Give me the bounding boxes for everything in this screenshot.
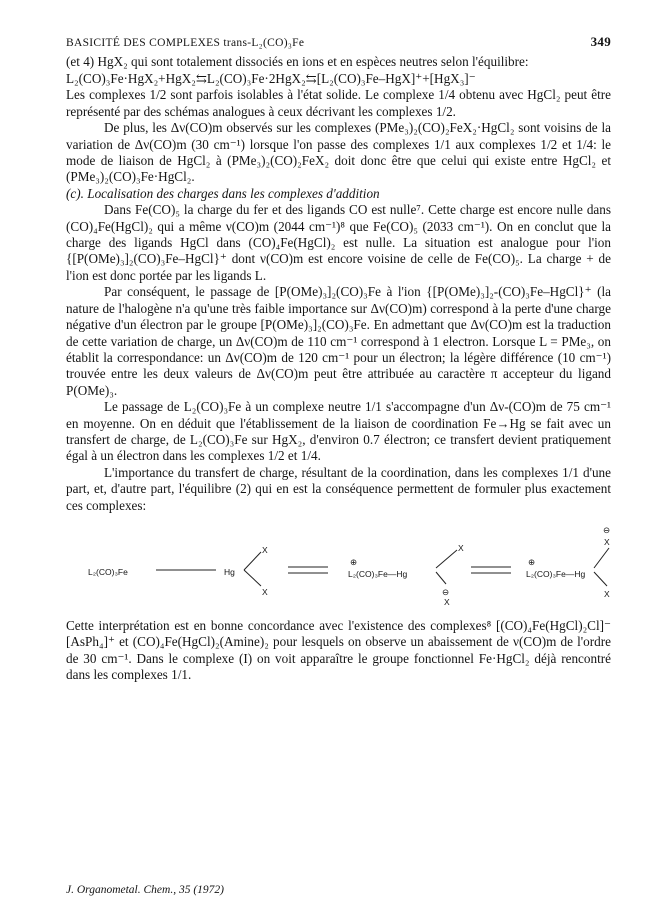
hg-x-bond-top-3	[594, 548, 609, 568]
paragraph-2: Les complexes 1/2 sont parfois isolables à l'état solide. Le complexe 1/4 obtenu avec HgCl₂ peut être représenté par des schémas analogues à ceux décrivant les complexes 1/2.	[66, 87, 611, 119]
paragraph-6: Le passage de L₂(CO)₃Fe à un complexe neutre 1/1 s'accompagne d'un Δν-(CO)m de 75 cm⁻¹ en moyenne. On en déduit que l'établissement de la liaison de coordination Fe→Hg se fait avec un transfert de charge, de L₂(CO)₃Fe sur HgX₂, d'environ 0.7 électron; ce transfert devient pratiquement égal à un électron dans les complexes 1/2 et 1/4.	[66, 399, 611, 464]
paragraph-1: (et 4) HgX₂ qui sont totalement dissociés en ions et en espèces neutres selon l'équilibre:	[66, 54, 529, 69]
hg-label: Hg	[224, 566, 235, 577]
x-label-bottom: X	[262, 586, 268, 597]
equilibrium-equation: L₂(CO)₃Fe·HgX₂+HgX₂⇆L₂(CO)₃Fe·2HgX₂⇆[L₂(CO)₃Fe–HgX]⁺+[HgX₃]⁻	[66, 71, 476, 87]
x-label-top: X	[262, 544, 268, 555]
journal-citation: J. Organometal. Chem., 35 (1972)	[66, 884, 224, 896]
x-label-top-2: X	[458, 542, 464, 553]
paragraph-7: L'importance du transfert de charge, résultant de la coordination, dans les complexes 1/1 d'une part, et, d'autre part, l'équilibre (2) qui en est la conséquence permettent de formuler plus exactement ces complexes:	[66, 464, 611, 513]
center-fragment: L₂(CO)₃Fe—Hg	[348, 568, 408, 579]
section-heading: (c). Localisation des charges dans les complexes d'addition	[66, 185, 380, 201]
hg-x-bond-bottom-2	[436, 572, 446, 584]
plus-charge-1: ⊕	[350, 556, 358, 567]
x-label-bottom-3: X	[604, 588, 610, 599]
paragraph-8: Cette interprétation est en bonne concordance avec l'existence des complexes⁸ [(CO)₄Fe(HgCl)₂Cl]⁻ [AsPh₄]⁺ et (CO)₄Fe(HgCl)₂(Amine)₂ pour lesquels on observe un abaissement de ν(CO)m de l'ordre de 30 cm⁻¹. Dans le complexe (I) on voit apparaître le groupe fonctionnel Fe·HgCl₂ déjà rencontré dans les complexes 1/1.	[66, 617, 611, 683]
right-fragment: L₂(CO)₃Fe—Hg	[526, 568, 586, 579]
paragraph-4: Dans Fe(CO)₅ la charge du fer et des ligands CO est nulle⁷. Cette charge est encore nulle dans (CO)₄Fe(HgCl)₂ qui a même ν(CO)m (2044 cm⁻¹)⁸ que Fe(CO)₅ (2033 cm⁻¹). On en conclut que la charge des ligands HgCl dans (CO)₄Fe(HgCl)₂ est nulle. La situation est analogue pour l'ion {[P(OMe)₃]₂(CO)₃Fe–HgCl}⁺ dont ν(CO)m est encore voisine de celle de Fe(CO)₅. La charge + de l'ion est donc portée par les ligands L.	[66, 202, 611, 283]
x-label-top-3: X	[604, 536, 610, 547]
minus-charge-1: ⊖	[442, 586, 450, 597]
paragraph-5: Par conséquent, le passage de [P(OMe)₃]₂(CO)₃Fe à l'ion {[P(OMe)₃]₂-(CO)₃Fe–HgCl}⁺ (la nature de l'halogène n'a qu'une très faible importance sur Δν(CO)m) correspond à la perte d'une charge négative d'un électron par le groupe [P(OMe)₃]₂(CO)₃Fe. En admettant que Δν(CO)m est la traduction de cette variation de charge, un Δν(CO)m de 110 cm⁻¹ correspond à 1 electron. Lorsque L = PMe₃, on établit la correspondance: un Δν(CO)m de 120 cm⁻¹ pour un électron; la légère différence (10 cm⁻¹) trouvée entre les deux valeurs de Δν(CO)m peut être attribuée au caractère π accepteur du ligand P(OMe)₃.	[66, 284, 611, 398]
hg-x-bond-bottom-3	[594, 572, 607, 586]
hg-x-bond-top	[244, 552, 261, 570]
running-header	[66, 34, 611, 54]
page	[66, 34, 611, 684]
x-label-bottom-2: X	[444, 596, 450, 607]
hg-x-bond-bottom	[244, 570, 261, 586]
resonance-scheme	[66, 520, 611, 612]
page-number: 349	[590, 34, 611, 49]
body-text	[66, 54, 611, 684]
hg-x-bond-top-2	[436, 550, 457, 568]
paragraph-3: De plus, les Δν(CO)m observés sur les complexes (PMe₃)₂(CO)₂FeX₂·HgCl₂ sont voisins de la variation de Δν(CO)m (30 cm⁻¹) lorsque l'on passe des complexes 1/1 aux complexes 1/2 et 1/4: le mode de liaison de HgCl₂ à (PMe₃)₂(CO)₂FeX₂ doit donc être que celui qui existe entre HgCl₂ et (PMe₃)₂(CO)₃Fe·HgCl₂.	[66, 120, 611, 185]
left-fragment: L₂(CO)₃Fe	[88, 566, 128, 577]
minus-charge-2: ⊖	[603, 524, 611, 535]
running-title: BASICITÉ DES COMPLEXES trans-L₂(CO)₃Fe	[66, 37, 305, 49]
plus-charge-2: ⊕	[528, 556, 536, 567]
